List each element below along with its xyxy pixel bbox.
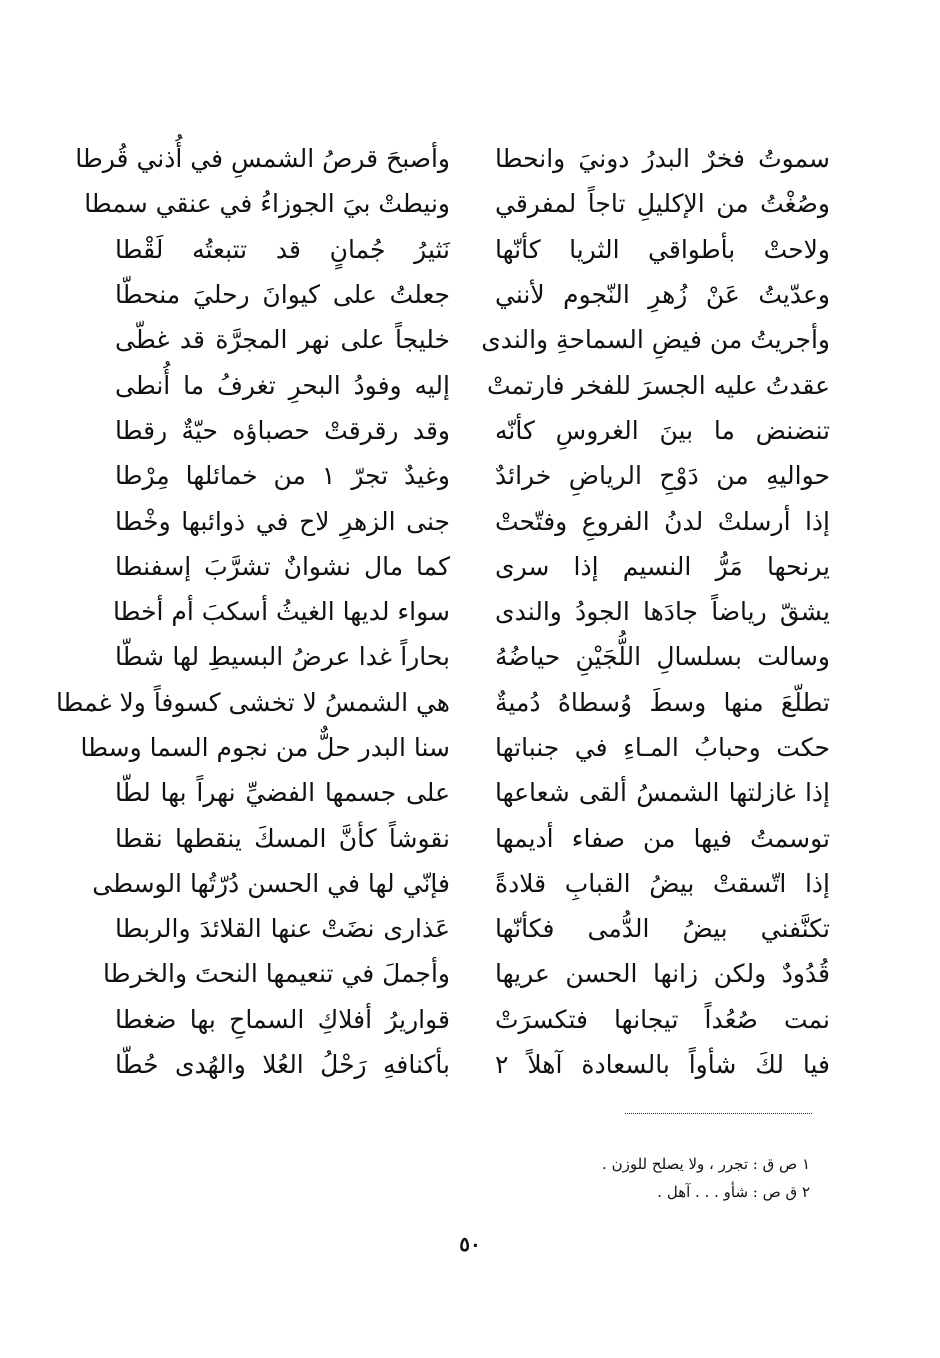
verse-first-hemistich: حواليهِ من دَوْحِ الرياضِ خرائدٌ	[495, 461, 830, 491]
verse-first-hemistich: نمت صُعُداً تيجانها فتكسرَتْ	[495, 1004, 830, 1034]
verse-first-hemistich: يرنحها مَرُّ النسيم إذا سرى	[495, 551, 830, 581]
verse-first-hemistich: توسمتُ فيها من صفاء أديمها	[495, 823, 830, 853]
verse-row	[115, 770, 830, 815]
verse-row	[75, 136, 830, 181]
verse-first-hemistich: وصُغْتُ من الإكليلِ تاجاً لمفرقي	[495, 189, 830, 219]
verse-second-hemistich: قواريرُ أفلاكِ السماحِ بها ضغطا	[115, 1004, 450, 1034]
verse-second-hemistich: بحاراً غدا عرضُ البسيطِ لها شطّا	[115, 642, 450, 672]
verse-second-hemistich: وقد رقرقتْ حصباؤه حيّةٌ رقطا	[115, 415, 450, 445]
verse-row	[115, 544, 830, 589]
verse-first-hemistich: تكنَّفني بيضُ الدُّمى فكأنّها	[495, 914, 830, 944]
verse-second-hemistich: ونيطتْ بيَ الجوزاءُ في عنقي سمطا	[84, 189, 450, 219]
verse-row	[115, 317, 830, 362]
verse-row	[115, 498, 830, 543]
verse-first-hemistich: إذا غازلتها الشمسُ ألقى شعاعها	[495, 778, 830, 808]
verse-first-hemistich: حكت وحبابُ المـاءِ في جنباتها	[495, 733, 830, 762]
verse-first-hemistich: تطلّعَ منها وسطَ وُسطاهُ دُميةٌ	[495, 687, 830, 717]
verse-row	[115, 815, 830, 860]
verse-row	[115, 272, 830, 317]
verse-second-hemistich: وأصبحَ قرصُ الشمسِ في أُذني قُرطا	[75, 144, 450, 174]
verse-first-hemistich: فيا لكَ شأواً بالسعادة آهلاً ٢	[495, 1050, 830, 1080]
verse-row	[112, 589, 830, 634]
verse-second-hemistich: إليه وفودُ البحرِ تغرفُ ما أُنطى	[115, 370, 450, 400]
verse-first-hemistich: وعدّيتُ عَنْ زُهرِ النّجوم لأنني	[495, 280, 830, 310]
verse-row	[92, 861, 830, 906]
verse-row	[102, 951, 830, 996]
verse-row	[115, 227, 830, 272]
verse-first-hemistich: إذا اتّسقتْ بيضُ القبابِ قلادةً	[495, 868, 830, 898]
footnotes	[450, 1150, 810, 1206]
verse-row	[115, 906, 830, 951]
verse-second-hemistich: وأجملَ في تنعيمها النحتَ والخرطا	[102, 959, 450, 989]
verse-second-hemistich: نقوشاً كأنَّ المسكَ ينقطها نقطا	[115, 823, 450, 853]
verse-second-hemistich: عَذارى نضَتْ عنها القلائدَ والربطا	[115, 914, 450, 944]
verse-first-hemistich: وأجريتُ من فيضِ السماحةِ والندى	[481, 325, 830, 355]
verse-row	[115, 453, 830, 498]
verse-second-hemistich: جنى الزهرِ لاح في ذوائبها وخْطا	[115, 506, 450, 536]
verse-second-hemistich: فإنّي لها في الحسن دُرّتُها الوسطى	[92, 868, 450, 898]
verse-first-hemistich: قُدُودٌ ولكن زانها الحسن عريها	[495, 959, 830, 989]
verse-first-hemistich: سموتُ فخرٌ البدرُ دونيَ وانحطا	[495, 144, 830, 174]
verse-row	[55, 680, 830, 725]
verse-second-hemistich: هي الشمسُ لا تخشى كسوفاً ولا غمطا	[55, 687, 450, 717]
verse-row	[80, 725, 830, 770]
verse-first-hemistich: إذا أرسلتْ لدنُ الفروعِ وفتّحتْ	[495, 506, 830, 536]
verse-first-hemistich: تنضنض ما بينَ الغروسِ كأنّه	[495, 415, 830, 445]
verse-first-hemistich: ولاحتْ بأطواقي الثريا كأنّها	[495, 234, 830, 264]
verse-second-hemistich: كما مال نشوانٌ تشرَّبَ إسفنطا	[115, 551, 450, 581]
footnote-1: ١ ص ق : تجرر ، ولا يصلح للوزن .	[602, 1155, 810, 1173]
verse-row	[115, 997, 830, 1042]
verse-second-hemistich: سنا البدر حلٌّ من نجوم السما وسطا	[80, 733, 450, 762]
verse-second-hemistich: وغيدٌ تجرّ ١ من خمائلها مِرْطا	[115, 461, 450, 491]
verse-second-hemistich: سواء لديها الغيثُ أسكبَ أم أخطا	[112, 597, 450, 627]
footnote-divider	[625, 1113, 812, 1114]
verse-row	[84, 181, 830, 226]
verse-row	[115, 362, 830, 407]
verse-row	[115, 634, 830, 679]
verse-first-hemistich: عقدتُ عليه الجسرَ للفخر فارتمتْ	[486, 370, 830, 400]
page-number: ٥٠	[459, 1232, 481, 1256]
footnote-2: ٢ ق ص : شأو . . . آهل .	[657, 1183, 810, 1201]
verse-second-hemistich: على جسمها الفضيِّ نهراً بها لطّا	[115, 778, 450, 808]
verse-first-hemistich: يشقّ رياضاً جادَها الجودُ والندى	[495, 597, 830, 627]
verse-row	[115, 408, 830, 453]
verse-second-hemistich: خليجاً على نهر المجرَّة قد غطّى	[115, 325, 450, 355]
poem-verses	[55, 136, 830, 1087]
verse-row	[115, 1042, 830, 1087]
verse-second-hemistich: نَثيرُ جُمانٍ قد تتبعتُه لَقْطا	[115, 234, 450, 264]
verse-second-hemistich: بأكنافهِ رَحْلُ العُلا والهُدى حُطّا	[115, 1050, 450, 1080]
verse-second-hemistich: جعلتُ على كيوانَ رحليَ منحطّا	[115, 280, 450, 310]
verse-first-hemistich: وسالت بسلسالِ اللُّجَيْنِ حياضُهُ	[495, 642, 830, 672]
